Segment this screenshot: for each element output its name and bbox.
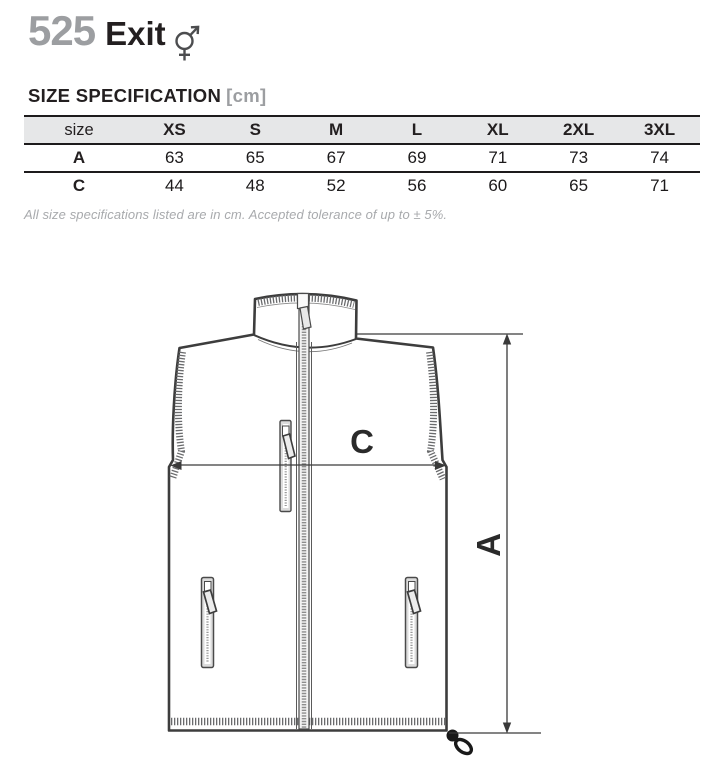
product-title: [28, 7, 700, 61]
section-unit: [cm]: [226, 85, 267, 106]
left-pocket-zipper: [202, 578, 217, 668]
value-c-m: 52: [326, 176, 346, 195]
value-c-s: 48: [245, 176, 265, 195]
column-header-xl: XL: [486, 120, 509, 139]
product-code: 525: [28, 7, 96, 54]
column-header-3xl: 3XL: [643, 120, 676, 139]
measurement-label-c: C: [350, 423, 374, 460]
section-title-text: SIZE SPECIFICATION: [28, 85, 222, 106]
right-pocket-zipper: [406, 578, 421, 668]
product-name: Exit: [105, 15, 166, 52]
column-header-l: L: [411, 120, 423, 139]
vest-measurement-diagram: [0, 258, 715, 765]
value-c-xs: 44: [164, 176, 184, 195]
table-row-a: [24, 144, 700, 172]
column-header-m: M: [329, 120, 344, 139]
value-a-l: 69: [407, 148, 427, 167]
column-header-s: S: [249, 120, 261, 139]
male-female-icon: [174, 17, 201, 68]
tolerance-footnote: All size specifications listed are in cm. Accepted tolerance of up to ± 5%.: [24, 207, 448, 222]
front-zipper: [297, 294, 312, 730]
row-label-c: C: [72, 176, 86, 195]
column-header-xs: XS: [163, 120, 186, 139]
value-a-2xl: 73: [569, 148, 589, 167]
row-label-a: A: [72, 148, 86, 167]
size-table-header-row: [24, 116, 700, 144]
value-a-3xl: 74: [650, 148, 669, 167]
value-a-s: 65: [245, 148, 265, 167]
value-c-2xl: 65: [569, 176, 589, 195]
value-c-l: 56: [407, 176, 427, 195]
value-c-3xl: 71: [650, 176, 669, 195]
value-a-xl: 71: [488, 148, 508, 167]
size-table: [24, 115, 700, 199]
value-a-m: 67: [326, 148, 346, 167]
size-spec-page: [0, 0, 715, 222]
column-header-size: size: [64, 120, 94, 139]
value-c-xl: 60: [488, 176, 508, 195]
value-a-xs: 63: [164, 148, 184, 167]
column-header-2xl: 2XL: [563, 120, 595, 139]
section-title: [28, 85, 700, 107]
measurement-label-a: A: [470, 533, 507, 557]
table-row-c: [24, 172, 700, 199]
